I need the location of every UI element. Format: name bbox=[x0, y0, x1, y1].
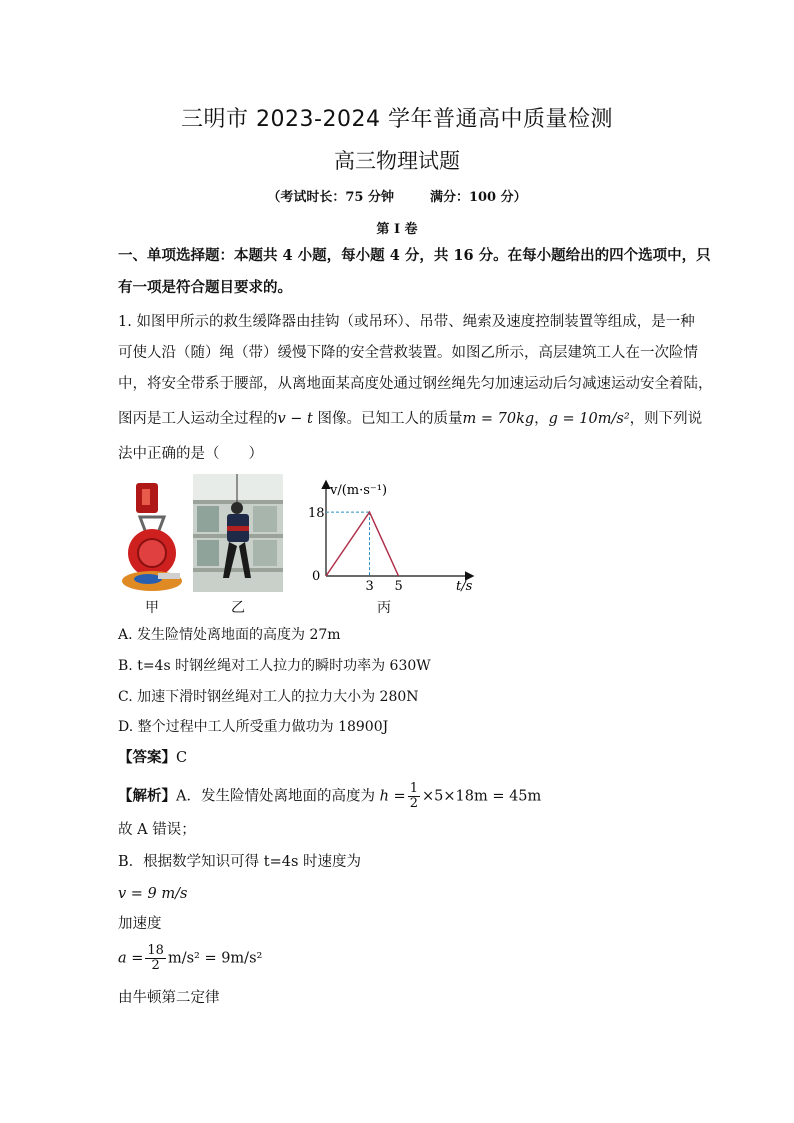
option-b: B. t=4s 时钢丝绳对工人拉力的瞬时功率为 630W bbox=[118, 658, 431, 674]
question-text-line2: 可使人沿（随）绳（带）缓慢下降的安全营救装置。如图乙所示，高层建筑工人在一次险情 bbox=[118, 345, 698, 361]
caption-yi: 乙 bbox=[231, 600, 245, 616]
question-text-line5: 法中正确的是（ ） bbox=[118, 446, 263, 462]
page-subtitle: 高三物理试题 bbox=[334, 149, 460, 173]
accel-formula: a = $\frac{18}{2}$ m/s² = 9m/s² bbox=[118, 943, 263, 973]
section-heading-line1: 一、单项选择题：本题共 4 小题，每小题 4 分，共 16 分。在每小题给出的四个选项中，只 bbox=[118, 247, 711, 264]
section-heading-line2: 有一项是符合题目要求的。 bbox=[118, 279, 292, 296]
volume-label: 第 I 卷 bbox=[376, 222, 418, 237]
analysis-b-velocity: v = 9 m/s bbox=[118, 886, 188, 902]
exam-time: （考试时长：75 分钟 bbox=[267, 190, 394, 205]
analysis-label: 【解析】 bbox=[118, 787, 176, 805]
question-text-line1: 1. 如图甲所示的救生缓降器由挂钩（或吊环）、吊带、绳索及速度控制装置等组成，是一种 bbox=[118, 314, 695, 330]
y-axis-label: v/(m·s⁻¹) bbox=[330, 483, 388, 498]
question-text-line4: 图丙是工人运动全过程的v − t 图像。已知工人的质量m = 70kg，g = 10m/s²，则下列说 bbox=[118, 411, 703, 427]
analysis-b-intro: B．根据数学知识可得 t=4s 时速度为 bbox=[118, 854, 362, 870]
x-axis-label: t/s bbox=[456, 579, 473, 594]
question-text-line3: 中，将安全带系于腰部，从离地面某高度处通过钢丝绳先匀加速运动后匀减速运动安全着陆， bbox=[118, 376, 713, 392]
page-title: 三明市 2023-2024 学年普通高中质量检测 bbox=[181, 107, 613, 132]
option-d: D. 整个过程中工人所受重力做功为 18900J bbox=[118, 719, 389, 735]
y-tick-label-18: 18 bbox=[308, 506, 325, 522]
vt-chart bbox=[300, 476, 500, 594]
fraction-half: $\frac{1}{2}$ bbox=[409, 781, 418, 811]
device-illustration bbox=[118, 477, 186, 593]
full-marks: 满分：100 分） bbox=[429, 190, 527, 205]
analysis-a-line: 【解析】A．发生险情处离地面的高度为 h = $\frac{1}{2}$ ×5×18m = 45m bbox=[118, 781, 542, 811]
x-tick-label-5: 5 bbox=[394, 579, 403, 594]
worker-figure-icon bbox=[231, 502, 243, 514]
answer-label: 【答案】 bbox=[118, 749, 176, 766]
x-tick-label-3: 3 bbox=[365, 579, 374, 594]
analysis-a-conclusion: 故 A 错误； bbox=[118, 822, 196, 838]
fraction-accel: $\frac{18}{2}$ bbox=[147, 943, 164, 973]
newton-line: 由牛顿第二定律 bbox=[118, 990, 220, 1006]
option-a: A. 发生险情处离地面的高度为 27m bbox=[118, 627, 341, 643]
accel-label: 加速度 bbox=[118, 916, 162, 932]
option-c: C. 加速下滑时钢丝绳对工人的拉力大小为 280N bbox=[118, 689, 419, 705]
origin-label: 0 bbox=[312, 569, 321, 584]
answer-line bbox=[118, 748, 678, 768]
caption-bing: 丙 bbox=[377, 600, 391, 616]
worker-photo bbox=[193, 474, 283, 592]
exam-meta bbox=[0, 186, 794, 205]
answer-value: C bbox=[176, 750, 188, 766]
velocity-series-line bbox=[326, 512, 399, 576]
caption-jia: 甲 bbox=[145, 600, 159, 616]
